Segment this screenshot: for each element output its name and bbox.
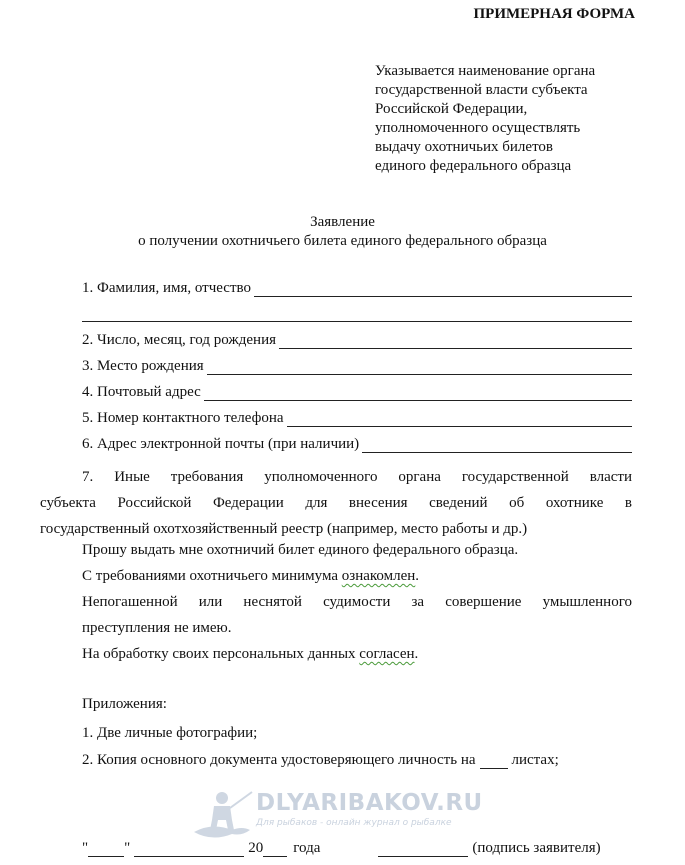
consent-statement [82,646,418,663]
quote-mark: " [82,840,89,856]
field-label: 3. Место рождения [82,358,204,374]
attachment-item-2 [82,752,632,769]
statement-text: На обработку своих персональных данных [82,646,360,662]
addressee-line: государственной власти субъекта [375,82,588,98]
fill-line[interactable] [362,438,632,453]
field-full-name[interactable] [82,280,632,297]
statement-word: ознакомлен [341,568,416,584]
addressee-line: выдачу охотничьих билетов [375,139,554,155]
year-prefix: 20 [248,840,264,856]
field-birth-date[interactable] [82,332,632,349]
watermark-site: DLYARIBAKOV.RU [256,790,483,816]
item-7-line: субъекта Российской Федерации для внесения сведений об охотнике в [40,495,632,511]
field-label: 1. Фамилия, имя, отчество [82,280,251,296]
addressee-line: уполномоченного осуществлять [375,120,581,136]
addressee-line: Российской Федерации, [375,101,528,117]
addressee-line: Указывается наименование органа [375,63,596,79]
statement-text: . [414,646,419,662]
attachment-text: листах; [511,752,559,768]
field-label: 6. Адрес электронной почты (при наличии) [82,436,360,452]
attachment-item-1: 1. Две личные фотографии; [82,725,258,741]
field-birth-place[interactable] [82,358,632,375]
fill-line[interactable] [207,360,632,375]
statement-text: . [415,568,420,584]
conviction-statement [82,594,632,611]
statement-line: Непогашенной или неснятой судимости за совершение умышленного [82,594,632,610]
item-7-line: 7. Иные требования уполномоченного органа государственной власти [82,469,632,485]
field-label: 2. Число, месяц, год рождения [82,332,276,348]
pages-count-line[interactable] [480,754,508,769]
field-label: 5. Номер контактного телефона [82,410,284,426]
item-7-paragraph [40,464,632,542]
attachments-heading: Приложения: [82,696,167,712]
field-email[interactable] [82,436,632,453]
day-line[interactable] [88,842,124,857]
addressee-line: единого федерального образца [375,158,572,174]
field-label: 4. Почтовый адрес [82,384,201,400]
document-subtitle: о получении охотничьего билета единого федерального образца [138,233,547,249]
field-phone[interactable] [82,410,632,427]
fill-line[interactable] [287,412,632,427]
year-line[interactable] [263,842,287,857]
watermark-tagline: Для рыбаков - онлайн журнал о рыбалке [256,818,452,828]
minimum-statement [82,568,419,585]
field-postal-address[interactable] [82,384,632,401]
signature-label: (подпись заявителя) [472,840,601,856]
fill-line-extra[interactable] [82,320,632,322]
signature-line[interactable] [378,842,468,857]
fill-line[interactable] [279,334,632,349]
statement-text: С требованиями охотничьего минимума [82,568,342,584]
statement-word: согласен [359,646,415,662]
signature-row [82,840,601,857]
year-suffix: года [293,840,321,856]
form-label: ПРИМЕРНАЯ ФОРМА [473,6,635,22]
document-title: Заявление [310,214,375,230]
request-statement: Прошу выдать мне охотничий билет единого федерального образца. [82,542,519,558]
attachment-text: 2. Копия основного документа удостоверяющего личность на [82,752,476,768]
addressee-block [375,62,595,176]
conviction-statement-line2: преступления не имею. [82,620,232,636]
fisherman-logo-icon [192,790,254,840]
quote-mark: " [124,840,131,856]
item-7-line: государственный охотхозяйственный реестр (например, место работы и др.) [40,521,528,537]
fill-line[interactable] [254,282,632,297]
month-line[interactable] [134,842,244,857]
fill-line[interactable] [204,386,632,401]
